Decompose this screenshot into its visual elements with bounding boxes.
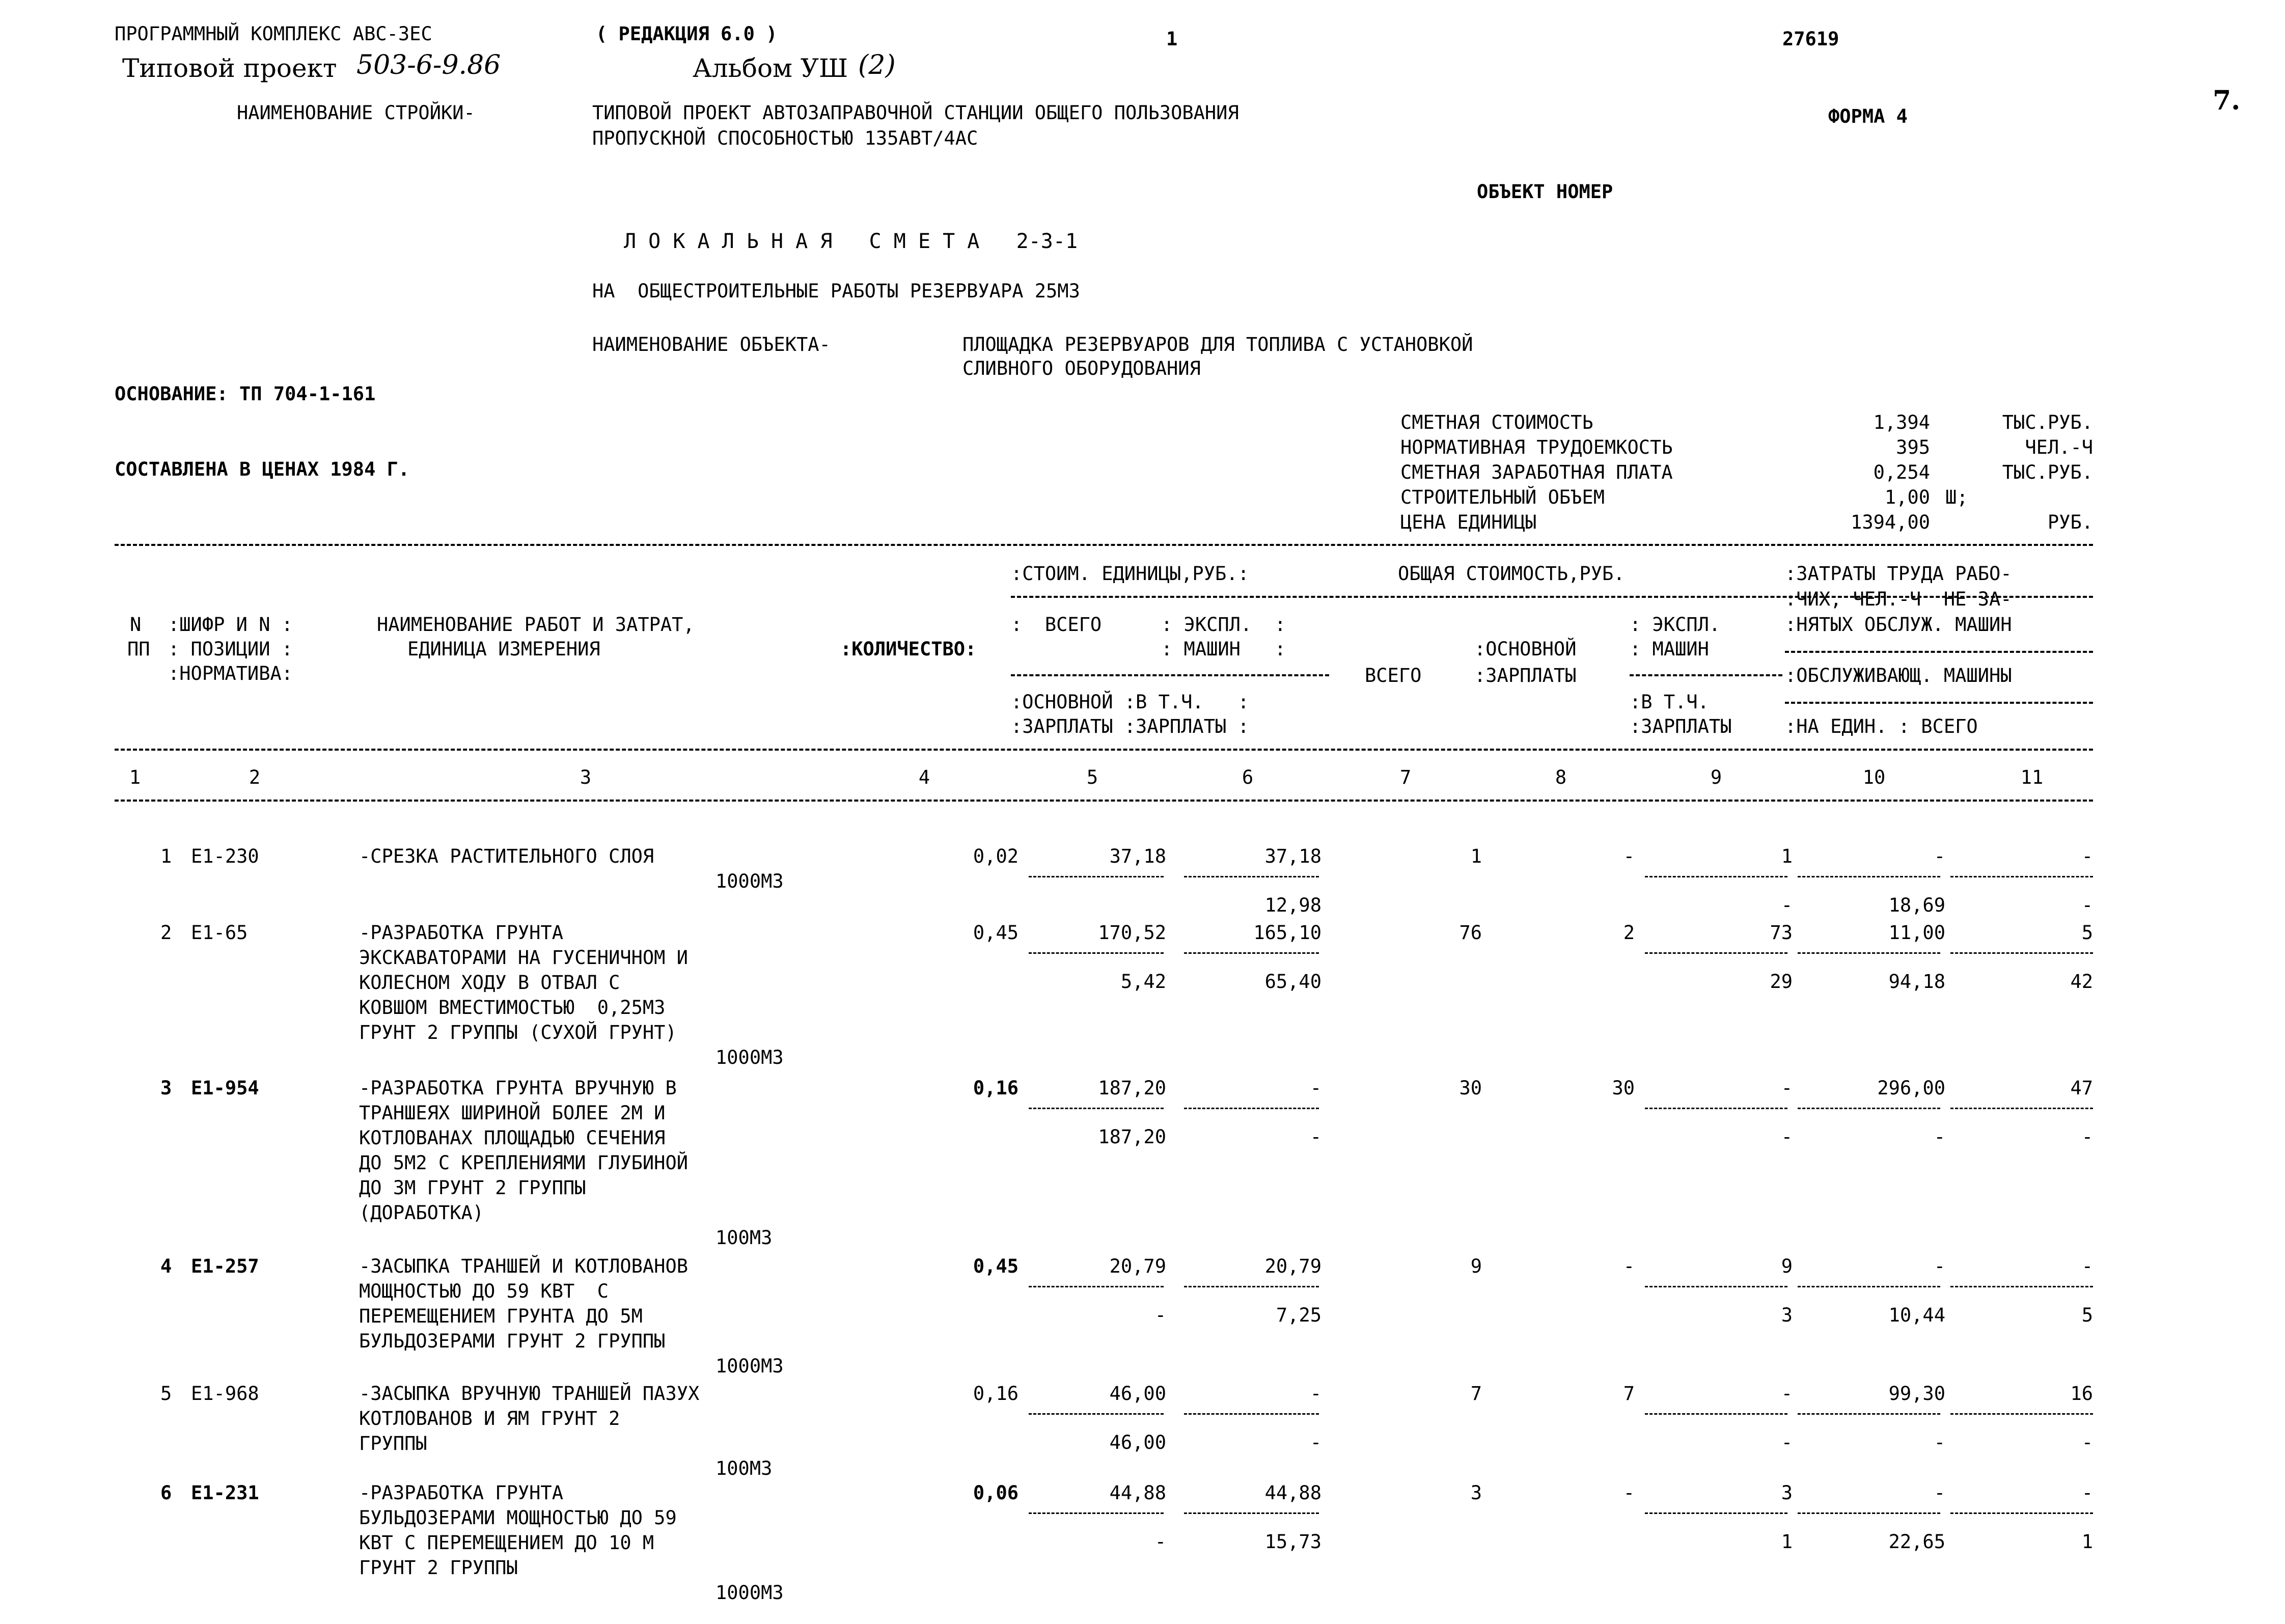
column-numbers-rule [115,800,2093,802]
cell-divider [1645,952,1787,954]
row-name-line: -РАЗРАБОТКА ГРУНТА [359,1482,563,1504]
unit-machine-wage: 7,25 [1276,1304,1322,1326]
unit-total: 37,18 [1109,845,1166,867]
total-wage: - [1623,845,1635,867]
labor-total: 47 [2070,1077,2093,1099]
row-name-line: КОТЛОВАНОВ И ЯМ ГРУНТ 2 [359,1408,620,1429]
row-name-line: БУЛЬДОЗЕРАМИ МОЩНОСТЬЮ ДО 59 [359,1507,677,1529]
row-quantity: 0,16 [973,1077,1018,1099]
construction-line-2: ПРОПУСКНОЙ СПОСОБНОСТЬЮ 135АВТ/4АС [592,127,978,149]
col-total-cost-label: ОБЩАЯ СТОИМОСТЬ,РУБ. [1398,563,1625,585]
cell-divider [1029,1108,1164,1109]
cell-divider [1184,952,1319,954]
labor-total-2: - [2081,894,2093,916]
col-total-mach-label: : МАШИН [1630,638,1709,660]
col-unit-cost-label: :СТОИМ. ЕДИНИЦЫ,РУБ.: [1011,563,1249,585]
unit-machine-wage: 12,98 [1264,894,1322,916]
summary-value: 0,254 [1873,461,1930,483]
total-all: 30 [1459,1077,1482,1099]
header-rule [1011,674,1329,676]
total-wage: - [1623,1482,1635,1504]
unit-total: 44,88 [1109,1482,1166,1504]
col-qty-label: :КОЛИЧЕСТВО: [840,638,977,660]
labor-per-unit: - [1934,1482,1945,1504]
labor-total-2: - [2081,1126,2093,1148]
row-name-line: ГРУППЫ [359,1433,427,1454]
construction-label: НАИМЕНОВАНИЕ СТРОЙКИ- [237,102,475,124]
row-number: 2 [160,922,172,944]
cell-divider [1645,1286,1787,1287]
total-machine: 9 [1781,1255,1793,1277]
labor-total-2: 1 [2081,1531,2093,1553]
row-code: Е1-65 [191,922,248,944]
row-name-line: -СРЕЗКА РАСТИТЕЛЬНОГО СЛОЯ [359,845,654,867]
total-wage: 7 [1623,1383,1635,1405]
summary-value: 1394,00 [1851,511,1930,533]
total-wage: 30 [1612,1077,1635,1099]
album-label: Альбом УШ [693,53,848,83]
labor-per-unit-2: 22,65 [1888,1531,1945,1553]
labor-per-unit-2: - [1934,1126,1945,1148]
total-machine-wage: 1 [1781,1531,1793,1553]
unit-wage: - [1154,1304,1166,1326]
cell-divider [1950,1512,2093,1514]
cell-divider [1029,1413,1164,1415]
cell-divider [1950,876,2093,877]
cell-divider [1184,876,1319,877]
row-name-line: КОЛЕСНОМ ХОДУ В ОТВАЛ С [359,972,620,994]
cell-divider [1029,952,1164,954]
total-machine: - [1781,1077,1793,1099]
row-unit: 100М3 [715,1457,773,1479]
row-name-line: ПЕРЕМЕЩЕНИЕМ ГРУНТА ДО 5М [359,1305,643,1327]
col-unit-wage-label: :ОСНОВНОЙ :В Т.Ч. : [1011,691,1249,713]
object-number-label: ОБЪЕКТ НОМЕР [1477,181,1613,203]
unit-machine-wage: 65,40 [1264,971,1322,993]
total-machine-wage: - [1781,1432,1793,1453]
form-label: ФОРМА 4 [1828,105,1908,127]
labor-total-2: 5 [2081,1304,2093,1326]
row-quantity: 0,02 [973,845,1018,867]
cell-divider [1950,1108,2093,1109]
object-line-1: ПЛОЩАДКА РЕЗЕРВУАРОВ ДЛЯ ТОПЛИВА С УСТАНОВКОЙ [962,334,1473,355]
cell-divider [1029,1286,1164,1287]
col-labor-label: :ЧИХ, ЧЕЛ.-Ч НЕ ЗА- [1785,588,2012,610]
col-num-label: ПП [127,638,150,660]
col-number: 5 [1086,766,1098,788]
col-unit-mach-label: : ЭКСПЛ. : [1161,614,1286,636]
unit-wage: 46,00 [1109,1432,1166,1453]
summary-label: СМЕТНАЯ ЗАРАБОТНАЯ ПЛАТА [1400,461,1673,483]
project-label: Типовой проект [122,53,337,83]
cell-divider [1950,1413,2093,1415]
summary-unit: ТЫС.РУБ. [2002,461,2093,483]
row-name-line: ГРУНТ 2 ГРУППЫ (СУХОЙ ГРУНТ) [359,1022,677,1043]
row-name-line: -ЗАСЫПКА ВРУЧНУЮ ТРАНШЕЙ ПАЗУХ [359,1383,700,1405]
total-machine: 3 [1781,1482,1793,1504]
row-name-line: КВТ С ПЕРЕМЕЩЕНИЕМ ДО 10 М [359,1532,654,1554]
col-number: 9 [1710,766,1722,788]
basis: ОСНОВАНИЕ: ТП 704-1-161 [115,383,376,405]
album-number: (2) [858,50,896,80]
edition: ( РЕДАКЦИЯ 6.0 ) [596,23,778,45]
col-number: 11 [2020,766,2044,788]
row-code: Е1-230 [191,845,259,867]
row-name-line: ЭКСКАВАТОРАМИ НА ГУСЕНИЧНОМ И [359,947,689,969]
row-name-line: ДО 3М ГРУНТ 2 ГРУППЫ [359,1177,586,1199]
labor-per-unit-2: 18,69 [1888,894,1945,916]
summary-value: 395 [1896,436,1930,458]
summary-label: СТРОИТЕЛЬНЫЙ ОБЪЕМ [1400,486,1605,508]
document-number: 27619 [1782,28,1839,50]
total-all: 9 [1470,1255,1482,1277]
header-rule [1011,596,2093,598]
cell-divider [1029,876,1164,877]
header-rule [1630,674,1782,676]
col-labor-label: :НА ЕДИН. : ВСЕГО [1785,715,1978,737]
col-code-label: : ПОЗИЦИИ : [168,638,293,660]
document-title: Л О К А Л Ь Н А Я С М Е Т А 2-3-1 [624,230,1078,253]
total-machine-wage: - [1781,1126,1793,1148]
labor-total: - [2081,845,2093,867]
cell-divider [1950,1286,2093,1287]
row-unit: 1000М3 [715,870,784,892]
total-machine-wage: 3 [1781,1304,1793,1326]
row-name-line: БУЛЬДОЗЕРАМИ ГРУНТ 2 ГРУППЫ [359,1330,666,1352]
col-unit-total-label: : ВСЕГО [1011,614,1102,636]
col-labor-label: :НЯТЫХ ОБСЛУЖ. МАШИН [1785,614,2012,636]
unit-machine: - [1310,1383,1322,1405]
row-unit: 100М3 [715,1227,773,1249]
program-name: ПРОГРАММНЫЙ КОМПЛЕКС АВС-ЗЕС [115,23,432,45]
col-labor-label: :ЗАТРАТЫ ТРУДА РАБО- [1785,563,2012,585]
row-name-line: КОТЛОВАНАХ ПЛОЩАДЬЮ СЕЧЕНИЯ [359,1127,666,1149]
col-total-mach-label: : ЭКСПЛ. [1630,614,1721,636]
row-name-line: -РАЗРАБОТКА ГРУНТА [359,922,563,944]
total-wage: - [1623,1255,1635,1277]
cell-divider [1798,1413,1940,1415]
total-all: 1 [1470,845,1482,867]
summary-value: 1,394 [1873,411,1930,433]
total-all: 7 [1470,1383,1482,1405]
unit-total: 46,00 [1109,1383,1166,1405]
cell-divider [1798,876,1940,877]
col-total-wage-label: :ОСНОВНОЙ [1474,638,1577,660]
summary-unit: Ш; [1945,486,1968,508]
col-name-label: ЕДИНИЦА ИЗМЕРЕНИЯ [407,638,600,660]
summary-value: 1,00 [1884,486,1930,508]
unit-machine-wage: - [1310,1126,1322,1148]
cell-divider [1798,952,1940,954]
labor-total: 16 [2070,1383,2093,1405]
row-unit: 1000М3 [715,1582,784,1604]
summary-unit: ЧЕЛ.-Ч [2025,436,2093,458]
summary-unit: ТЫС.РУБ. [2002,411,2093,433]
row-number: 3 [160,1077,172,1099]
total-machine-wage: - [1781,894,1793,916]
row-code: Е1-954 [191,1077,259,1099]
unit-wage: - [1154,1531,1166,1553]
cell-divider [1645,1108,1787,1109]
col-unit-mach-label: : МАШИН : [1161,638,1286,660]
labor-total: 5 [2081,922,2093,944]
row-code: Е1-257 [191,1255,259,1277]
object-line-2: СЛИВНОГО ОБОРУДОВАНИЯ [962,357,1201,379]
row-unit: 1000М3 [715,1355,784,1377]
labor-per-unit: 296,00 [1877,1077,1945,1099]
row-name-line: -ЗАСЫПКА ТРАНШЕЙ И КОТЛОВАНОВ [359,1255,689,1277]
col-number: 3 [580,766,592,788]
unit-total: 187,20 [1098,1077,1166,1099]
labor-per-unit: 99,30 [1888,1383,1945,1405]
unit-machine: 44,88 [1264,1482,1322,1504]
col-code-label: :ШИФР И N : [168,614,293,636]
row-name-line: ГРУНТ 2 ГРУППЫ [359,1557,518,1579]
row-name-line: МОЩНОСТЬЮ ДО 59 КВТ С [359,1280,609,1302]
col-number: 10 [1862,766,1886,788]
summary-label: НОРМАТИВНАЯ ТРУДОЕМКОСТЬ [1400,436,1673,458]
row-code: Е1-231 [191,1482,259,1504]
labor-per-unit-2: - [1934,1432,1945,1453]
row-quantity: 0,16 [973,1383,1018,1405]
labor-per-unit: - [1934,1255,1945,1277]
row-code: Е1-968 [191,1383,259,1405]
labor-total: - [2081,1482,2093,1504]
col-name-label: НАИМЕНОВАНИЕ РАБОТ И ЗАТРАТ, [377,614,695,636]
col-number: 4 [918,766,930,788]
row-name-line: ТРАНШЕЯХ ШИРИНОЙ БОЛЕЕ 2М И [359,1102,666,1124]
row-number: 5 [160,1383,172,1405]
unit-machine-wage: - [1310,1432,1322,1453]
cell-divider [1029,1512,1164,1514]
total-all: 3 [1470,1482,1482,1504]
table-top-rule [115,544,2093,546]
col-number: 1 [129,766,141,788]
row-name-line: ДО 5М2 С КРЕПЛЕНИЯМИ ГЛУБИНОЙ [359,1152,689,1174]
row-name-line: -РАЗРАБОТКА ГРУНТА ВРУЧНУЮ В [359,1077,677,1099]
labor-per-unit: 11,00 [1888,922,1945,944]
row-number: 1 [160,845,172,867]
col-number: 6 [1242,766,1254,788]
labor-per-unit: - [1934,845,1945,867]
cell-divider [1645,876,1787,877]
summary-label: ЦЕНА ЕДИНИЦЫ [1400,511,1537,533]
project-number: 503-6-9.86 [356,50,501,80]
unit-wage: 5,42 [1120,971,1166,993]
page-number: 1 [1166,28,1178,50]
unit-total: 170,52 [1098,922,1166,944]
summary-label: СМЕТНАЯ СТОИМОСТЬ [1400,411,1593,433]
total-machine: 73 [1770,922,1793,944]
unit-wage: 187,20 [1098,1126,1166,1148]
unit-machine: 37,18 [1264,845,1322,867]
col-num-label: N [130,614,142,636]
labor-total-2: 42 [2070,971,2093,993]
cell-divider [1798,1108,1940,1109]
labor-per-unit-2: 10,44 [1888,1304,1945,1326]
row-number: 4 [160,1255,172,1277]
row-quantity: 0,45 [973,1255,1018,1277]
row-unit: 1000М3 [715,1047,784,1068]
col-unit-wage-label: :ЗАРПЛАТЫ :ЗАРПЛАТЫ : [1011,715,1249,737]
labor-per-unit-2: 94,18 [1888,971,1945,993]
col-code-label: :НОРМАТИВА: [168,663,293,684]
price-level: СОСТАВЛЕНА В ЦЕНАХ 1984 Г. [115,458,410,480]
col-total-all-label: ВСЕГО [1365,665,1422,686]
header-rule [1785,651,2093,653]
total-wage: 2 [1623,922,1635,944]
header-rule [1785,702,2093,704]
col-total-mach-label: :ЗАРПЛАТЫ [1630,715,1732,737]
total-machine: 1 [1781,845,1793,867]
row-number: 6 [160,1482,172,1504]
labor-total: - [2081,1255,2093,1277]
cell-divider [1184,1286,1319,1287]
cell-divider [1645,1512,1787,1514]
col-total-mach-label: :В Т.Ч. [1630,691,1709,713]
cell-divider [1184,1413,1319,1415]
document-subject: НА ОБЩЕСТРОИТЕЛЬНЫЕ РАБОТЫ РЕЗЕРВУАРА 25М3 [592,280,1080,302]
unit-total: 20,79 [1109,1255,1166,1277]
unit-machine-wage: 15,73 [1264,1531,1322,1553]
cell-divider [1184,1108,1319,1109]
row-name-line: КОВШОМ ВМЕСТИМОСТЬЮ 0,25М3 [359,997,666,1019]
summary-unit: РУБ. [2047,511,2093,533]
col-labor-label: :ОБСЛУЖИВАЮЩ. МАШИНЫ [1785,665,2012,686]
total-all: 76 [1459,922,1482,944]
unit-machine: 20,79 [1264,1255,1322,1277]
row-name-line: (ДОРАБОТКА) [359,1202,484,1224]
construction-line-1: ТИПОВОЙ ПРОЕКТ АВТОЗАПРАВОЧНОЙ СТАНЦИИ ОБЩЕГО ПОЛЬЗОВАНИЯ [592,102,1239,124]
header-bottom-rule [115,749,2093,751]
total-machine-wage: 29 [1770,971,1793,993]
cell-divider [1645,1413,1787,1415]
row-quantity: 0,45 [973,922,1018,944]
object-label: НАИМЕНОВАНИЕ ОБЪЕКТА- [592,334,831,355]
col-number: 2 [249,766,261,788]
row-quantity: 0,06 [973,1482,1018,1504]
sheet-number: 7. [2213,85,2241,116]
total-machine: - [1781,1383,1793,1405]
col-total-wage-label: :ЗАРПЛАТЫ [1474,665,1577,686]
cell-divider [1950,952,2093,954]
unit-machine: - [1310,1077,1322,1099]
cell-divider [1798,1286,1940,1287]
labor-total-2: - [2081,1432,2093,1453]
cell-divider [1798,1512,1940,1514]
col-number: 7 [1399,766,1412,788]
col-number: 8 [1555,766,1567,788]
unit-machine: 165,10 [1253,922,1322,944]
cell-divider [1184,1512,1319,1514]
